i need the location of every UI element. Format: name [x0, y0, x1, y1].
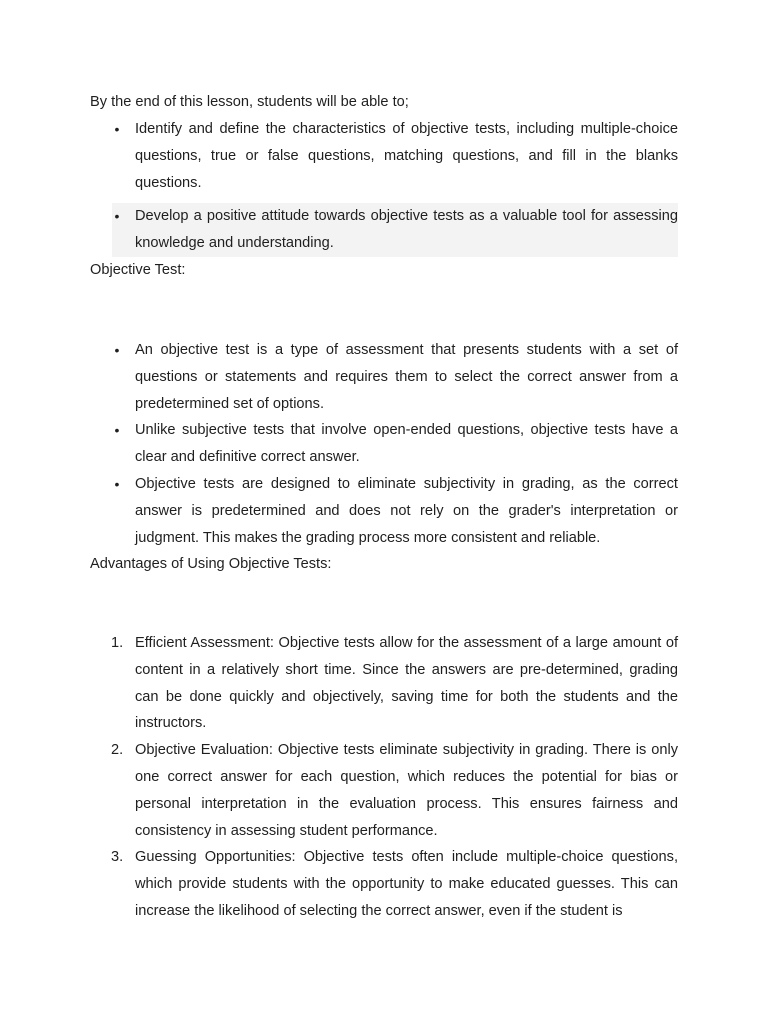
advantages-heading: Advantages of Using Objective Tests:	[90, 556, 332, 572]
list-item	[90, 471, 678, 551]
bullet-icon: •	[114, 475, 120, 492]
objective-test-list	[90, 337, 678, 551]
list-item	[90, 337, 678, 417]
list-number: 1.	[111, 635, 124, 651]
bullet-icon: •	[114, 342, 120, 358]
advantage-text-3: Guessing Opportunities: Objective tests often include multiple-choice questions, which provide students with the opportunity to make educated guesses. This can increase the likelihood of selecting the correct answer, even if the student is	[135, 849, 678, 919]
advantage-text-2: Objective Evaluation: Objective tests eliminate subjectivity in grading. There is only one correct answer for each question, which reduces the potential for bias or personal interpretation in the evaluation process. This ensures fairness and consistency in assessing student performance.	[135, 742, 678, 839]
list-number: 2.	[111, 742, 124, 759]
list-item	[90, 417, 678, 471]
objectives-list	[90, 116, 678, 257]
intro-lead: By the end of this lesson, students will be able to;	[90, 94, 409, 110]
list-item	[90, 844, 678, 924]
bullet-icon: •	[114, 208, 120, 225]
list-item	[90, 737, 678, 844]
list-item	[90, 116, 678, 196]
objective-test-heading: Objective Test:	[90, 262, 186, 278]
point-text-3: Objective tests are designed to eliminate subjectivity in grading, as the correct answer is predetermined and does not rely on the grader's interpretation or judgment. This makes the grading process more consistent and reliable.	[135, 475, 678, 546]
list-item	[90, 630, 678, 737]
objective-text-2: Develop a positive attitude towards objective tests as a valuable tool for assessing knowledge and understanding.	[135, 208, 678, 252]
point-text-2: Unlike subjective tests that involve open-ended questions, objective tests have a clear and definitive correct answer.	[135, 422, 678, 466]
objective-text-1: Identify and define the characteristics of objective tests, including multiple-choice questions, true or false questions, matching questions, and fill in the blanks questions.	[135, 121, 678, 191]
advantages-list	[90, 630, 678, 925]
bullet-icon: •	[114, 422, 120, 439]
point-text-1: An objective test is a type of assessment that presents students with a set of questions or statements and requires them to select the correct answer from a predetermined set of options.	[135, 342, 678, 412]
list-item-highlighted	[112, 203, 678, 257]
bullet-icon: •	[114, 121, 120, 137]
advantage-text-1: Efficient Assessment: Objective tests allow for the assessment of a large amount of content in a relatively short time. Since the answers are pre-determined, grading can be done quickly and objectively, saving time for both the students and the instructors.	[135, 635, 678, 732]
list-number: 3.	[111, 849, 124, 866]
